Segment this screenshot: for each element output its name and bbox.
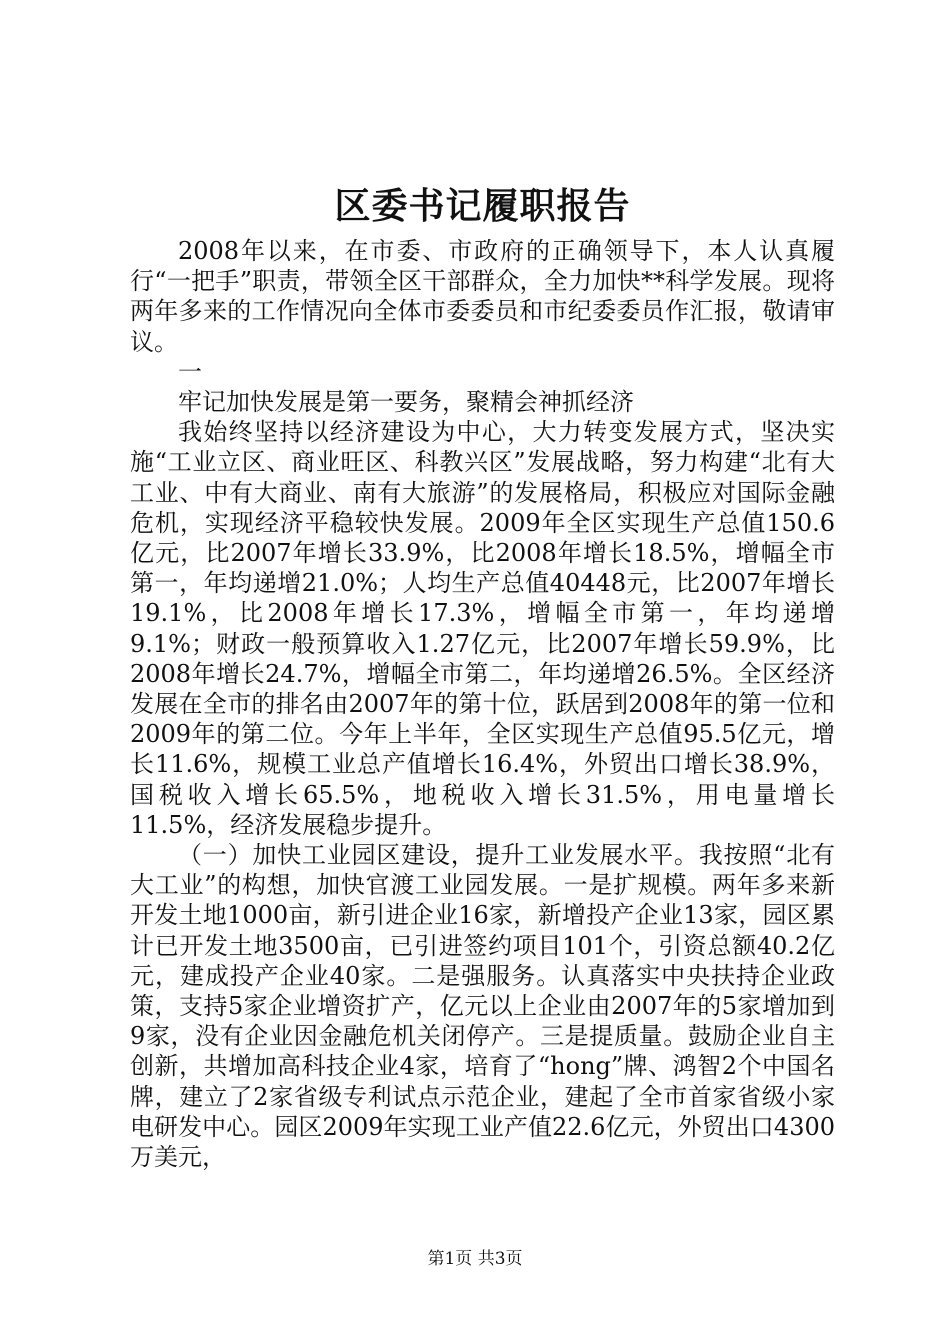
section-number: 一	[178, 357, 202, 386]
paragraph-economy: 我始终坚持以经济建设为中心，大力转变发展方式，坚决实施“工业立区、商业旺区、科教兴区”发展战略，努力构建“北有大工业、中有大商业、南有大旅游”的发展格局，积极应对国际金融危机，实现经济平稳较快发展。2009年全区实现生产总值150.6亿元，比2007年增长33.9%，比2008年增长18.5%，增幅全市第一，年均递增21.0%；人均生产总值40448元，比2007年增长19.1%，比2008年增长17.3%，增幅全市第一，年均递增9.1%；财政一般预算收入1.27亿元，比2007年增长59.9%，比2008年增长24.7%，增幅全市第二，年均递增26.5%。全区经济发展在全市的排名由2007年的第十位，跃居到2008年的第一位和2009年的第二位。今年上半年，全区实现生产总值95.5亿元，增长11.6%，规模工业总产值增长16.4%，外贸出口增长38.9%，国税收入增长65.5%，地税收入增长31.5%，用电量增长11.5%，经济发展稳步提升。	[130, 418, 835, 839]
document-title: 区委书记履职报告	[334, 185, 631, 227]
document-page	[130, 180, 835, 1172]
paragraph-industrial-park: （一）加快工业园区建设，提升工业发展水平。我按照“北有大工业”的构想，加快官渡工业园发展。一是扩规模。两年多来新开发土地1000亩，新引进企业16家，新增投产企业13家，园区累计已开发土地3500亩，已引进签约项目101个，引资总额40.2亿元，建成投产企业40家。二是强服务。认真落实中央扶持企业政策，支持5家企业增资扩产，亿元以上企业由2007年的5家增加到9家，没有企业因金融危机关闭停产。三是提质量。鼓励企业自主创新，共增加高科技企业4家，培育了“hong”牌、鸿智2个中国名牌，建立了2家省级专利试点示范企业，建起了全市首家省级小家电研发中心。园区2009年实现工业产值22.6亿元，外贸出口4300万美元，	[130, 841, 835, 1172]
paragraph-intro: 2008年以来，在市委、市政府的正确领导下，本人认真履行“一把手”职责，带领全区干部群众，全力加快**科学发展。现将两年多来的工作情况向全体市委委员和市纪委委员作汇报，敬请审议。	[130, 237, 835, 356]
page-footer: 第1页 共3页	[427, 1249, 523, 1269]
section-heading: 牢记加快发展是第一要务，聚精会神抓经济	[178, 388, 634, 417]
